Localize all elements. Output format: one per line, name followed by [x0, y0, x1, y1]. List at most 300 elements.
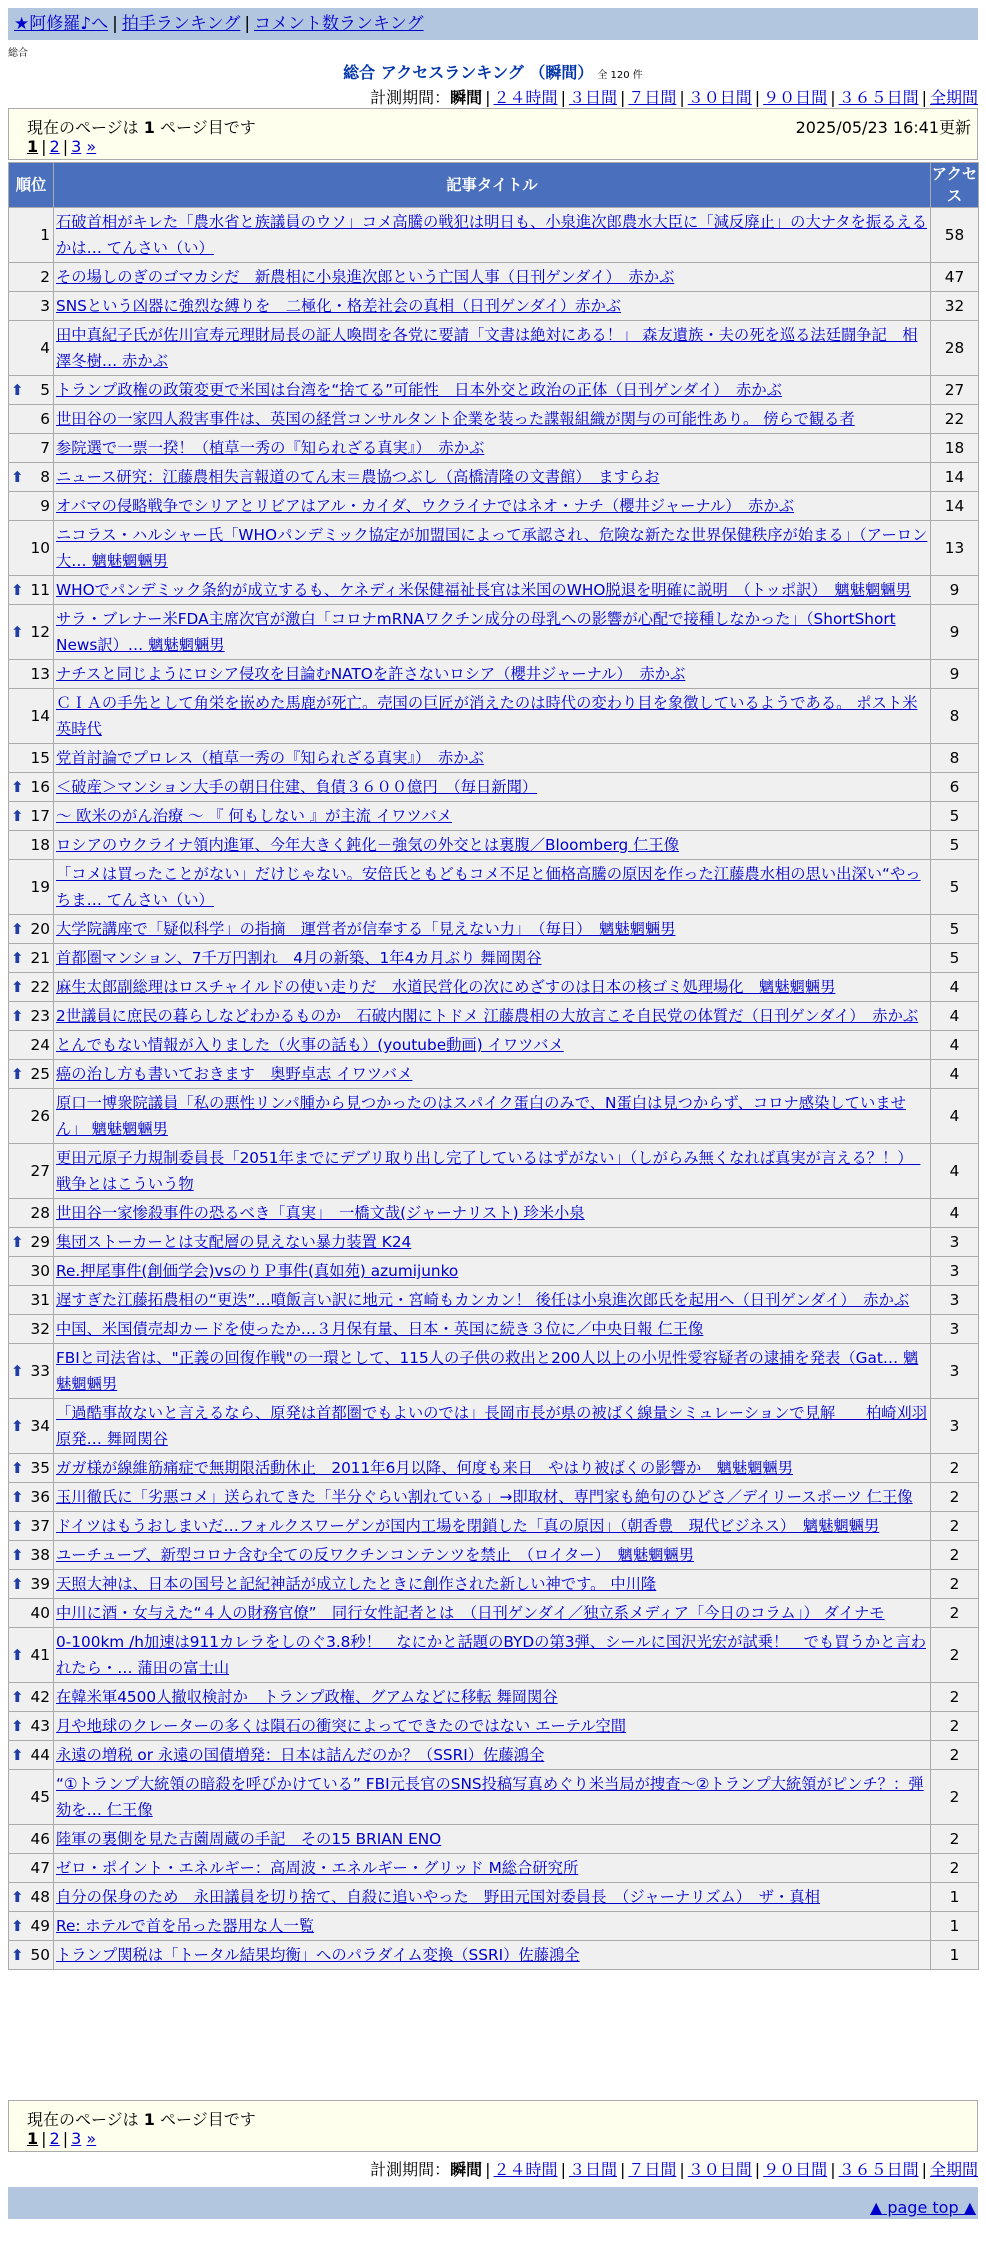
page-link[interactable]: 3 — [71, 137, 82, 156]
rank-number: 22 — [30, 978, 50, 996]
table-row — [9, 1483, 979, 1512]
nav-link-clap-ranking[interactable]: 拍手ランキング — [121, 14, 241, 34]
article-title-link[interactable]: ガガ様が線維筋痛症で無期限活動休止 2011年6月以降、何度も来日 やはり被ばくの影響か 魑魅魍魎男 — [56, 1459, 794, 1477]
access-count: 8 — [931, 689, 979, 744]
separator: | — [485, 2160, 491, 2179]
rank-up-arrow-icon: ⬆ — [11, 1888, 24, 1906]
access-count: 1 — [931, 1883, 979, 1912]
rank-number: 34 — [30, 1417, 50, 1435]
access-count: 2 — [931, 1541, 979, 1570]
access-count: 14 — [931, 492, 979, 521]
rank-number: 11 — [30, 581, 50, 599]
rank-number: 15 — [30, 749, 50, 767]
table-row — [9, 1144, 979, 1199]
title-cell — [54, 492, 931, 521]
separator: | — [830, 2160, 836, 2179]
article-title-link[interactable]: ＜破産＞マンション大手の朝日住建、負債３６００億円 （毎日新聞） — [56, 778, 538, 796]
title-cell — [54, 1912, 931, 1941]
title-cell — [54, 1483, 931, 1512]
top-nav-bar: ★阿修羅♪へ | 拍手ランキング | コメント数ランキング — [8, 8, 978, 40]
title-cell — [54, 321, 931, 376]
table-row — [9, 744, 979, 773]
current-page-text — [27, 2107, 256, 2130]
article-title-link[interactable]: 世田谷一家惨殺事件の恐るべき「真実」 一橋文哉(ジャーナリスト) 珍米小泉 — [56, 1204, 585, 1222]
separator: | — [560, 88, 566, 107]
table-row — [9, 263, 979, 292]
article-title-link[interactable]: 党首討論でプロレス（植草一秀の『知られざる真実』） 赤かぶ — [56, 749, 484, 767]
title-cell — [54, 208, 931, 263]
title-cell — [54, 1770, 931, 1825]
rank-cell — [9, 1031, 54, 1060]
table-row — [9, 1712, 979, 1741]
period-option-link[interactable]: ３６５日間 — [838, 2160, 919, 2179]
separator: | — [41, 2129, 47, 2148]
rank-cell — [9, 1825, 54, 1854]
table-row — [9, 1941, 979, 1970]
next-page-link[interactable]: » — [86, 2129, 97, 2148]
rank-up-arrow-icon: ⬆ — [11, 1362, 24, 1380]
rank-number: 45 — [30, 1788, 50, 1806]
title-cell — [54, 1060, 931, 1089]
table-row — [9, 1089, 979, 1144]
period-option-link[interactable]: ３日間 — [568, 88, 617, 107]
rank-up-arrow-icon: ⬆ — [11, 1946, 24, 1964]
rank-number: 35 — [30, 1459, 50, 1477]
period-option-link[interactable]: ３６５日間 — [838, 88, 919, 107]
rank-cell — [9, 263, 54, 292]
title-cell — [54, 1941, 931, 1970]
article-title-link[interactable]: 中川に酒・女与えた“４人の財務官僚” 同行女性記者とは （日刊ゲンダイ／独立系メディア「今日のコラム」） ダイナモ — [56, 1604, 885, 1622]
access-count: 4 — [931, 1199, 979, 1228]
rank-up-arrow-icon: ⬆ — [11, 468, 24, 486]
title-cell — [54, 860, 931, 915]
period-option-link[interactable]: ７日間 — [628, 2160, 677, 2179]
separator: | — [619, 2160, 626, 2179]
table-row — [9, 1199, 979, 1228]
rank-number: 29 — [30, 1233, 50, 1251]
table-row — [9, 1683, 979, 1712]
rank-up-arrow-icon: ⬆ — [11, 1688, 24, 1706]
table-row — [9, 1286, 979, 1315]
rank-number: 18 — [30, 836, 50, 854]
ranking-table — [8, 162, 979, 1970]
access-count: 4 — [931, 1060, 979, 1089]
article-title-link[interactable]: 遅すぎた江藤拓農相の“更迭”…噴飯言い訳に地元・宮崎もカンカン！ 後任は小泉進次郎氏を起用へ（日刊ゲンダイ） 赤かぶ — [56, 1291, 910, 1309]
rank-cell — [9, 1854, 54, 1883]
title-cell — [54, 973, 931, 1002]
rank-cell — [9, 1570, 54, 1599]
period-option-link[interactable]: 全期間 — [929, 2160, 978, 2179]
table-row — [9, 773, 979, 802]
title-cell — [54, 1628, 931, 1683]
access-count: 2 — [931, 1483, 979, 1512]
title-cell — [54, 1002, 931, 1031]
access-count: 22 — [931, 405, 979, 434]
title-cell — [54, 1599, 931, 1628]
table-row — [9, 1454, 979, 1483]
access-count: 9 — [931, 660, 979, 689]
period-option-current: 瞬間 — [450, 2160, 483, 2179]
rank-number: 43 — [30, 1717, 50, 1735]
nav-link-asyura[interactable]: ★阿修羅♪へ — [14, 14, 109, 34]
update-timestamp: 2025/05/23 16:41更新 — [795, 118, 971, 137]
rank-cell — [9, 1941, 54, 1970]
article-title-link[interactable]: ロシアのウクライナ領内進軍、今年大きく鈍化－強気の外交とは裏腹／Bloomberg 仁王像 — [56, 836, 680, 854]
current-page-prefix: 現在のページは — [27, 118, 139, 137]
title-cell — [54, 831, 931, 860]
rank-cell — [9, 605, 54, 660]
rank-number: 19 — [30, 878, 50, 896]
title-cell — [54, 434, 931, 463]
table-row — [9, 915, 979, 944]
rank-number: 44 — [30, 1746, 50, 1764]
access-count: 2 — [931, 1825, 979, 1854]
article-title-link[interactable]: ユーチューブ、新型コロナ含む全ての反ワクチンコンテンツを禁止 （ロイター） 魑魅魍魎男 — [56, 1546, 695, 1564]
separator: | — [41, 137, 47, 156]
rank-cell — [9, 376, 54, 405]
rank-cell — [9, 1512, 54, 1541]
title-cell — [54, 1712, 931, 1741]
article-title-link[interactable]: 在韓米軍4500人撤収検討か トランプ政権、グアムなどに移転 舞岡関谷 — [56, 1688, 558, 1706]
period-option-link[interactable]: ９０日間 — [763, 88, 828, 107]
article-title-link[interactable]: 永遠の増税 or 永遠の国債増発：日本は詰んだのか？（SSRI）佐藤鴻全 — [56, 1746, 545, 1764]
access-count: 5 — [931, 860, 979, 915]
rank-cell — [9, 944, 54, 973]
article-title-link[interactable]: 原口一博衆院議員「私の悪性リンパ腫から見つかったのはスパイク蛋白のみで、N蛋白は見つからず、コロナ感染していません」 魑魅魍魎男 — [56, 1094, 906, 1138]
period-label: 計測期間： — [370, 88, 451, 107]
article-title-link[interactable]: 首都圏マンション、7千万円割れ 4月の新築、1年4カ月ぶり 舞岡関谷 — [56, 949, 542, 967]
header-rank: 順位 — [9, 163, 54, 208]
rank-number: 4 — [40, 339, 50, 357]
table-row — [9, 492, 979, 521]
table-row — [9, 1344, 979, 1399]
bottom-bar — [8, 2187, 978, 2219]
title-cell — [54, 1683, 931, 1712]
rank-number: 28 — [30, 1204, 50, 1222]
rank-number: 50 — [30, 1946, 50, 1964]
access-count: 14 — [931, 463, 979, 492]
title-cell — [54, 1144, 931, 1199]
rank-up-arrow-icon: ⬆ — [11, 1546, 24, 1564]
rank-cell — [9, 660, 54, 689]
article-title-link[interactable]: その場しのぎのゴマカシだ 新農相に小泉進次郎という亡国人事（日刊ゲンダイ） 赤かぶ — [56, 268, 675, 286]
access-count: 18 — [931, 434, 979, 463]
rank-up-arrow-icon: ⬆ — [11, 381, 24, 399]
separator: | — [754, 2160, 761, 2179]
rank-number: 41 — [30, 1646, 50, 1664]
rank-number: 39 — [30, 1575, 50, 1593]
rank-up-arrow-icon: ⬆ — [11, 1417, 24, 1435]
article-title-link[interactable]: Re: ホテルで首を吊った器用な人一覧 — [56, 1917, 315, 1935]
access-count: 3 — [931, 1344, 979, 1399]
access-count: 2 — [931, 1570, 979, 1599]
separator: | — [921, 88, 927, 107]
total-count: 全 120 件 — [597, 70, 643, 81]
period-option-link[interactable]: ３０日間 — [687, 2160, 752, 2179]
article-title-link[interactable]: 集団ストーカーとは支配層の見えない暴力装置 K24 — [56, 1233, 412, 1251]
rank-number: 49 — [30, 1917, 50, 1935]
article-title-link[interactable]: ニュース研究：江藤農相失言報道のてん末＝農協つぶし（高橋清隆の文書館） ますらお — [56, 468, 660, 486]
page-top-link[interactable]: ▲ page top ▲ — [869, 2198, 976, 2217]
article-title-link[interactable]: ～ 欧米のがん治療 ～ 『 何もしない 』が主流 イワツバメ — [56, 807, 452, 825]
separator: | — [62, 137, 69, 156]
article-title-link[interactable]: ドイツはもうおしまいだ…フォルクスワーゲンが国内工場を閉鎖した「真の原因」（朝香豊 現代ビジネス） 魑魅魍魎男 — [56, 1517, 880, 1535]
article-title-link[interactable]: WHOでパンデミック条約が成立するも、ケネディ米保健福祉長官は米国のWHO脱退を明確に説明 （トッポ訳） 魑魅魍魎男 — [56, 581, 911, 599]
period-option-link[interactable]: ３日間 — [568, 2160, 617, 2179]
rank-cell — [9, 915, 54, 944]
title-cell — [54, 1883, 931, 1912]
rank-cell — [9, 1883, 54, 1912]
table-row — [9, 689, 979, 744]
ranking-rows — [9, 208, 979, 1970]
rank-number: 13 — [30, 665, 50, 683]
table-row — [9, 321, 979, 376]
rank-cell — [9, 689, 54, 744]
table-row — [9, 463, 979, 492]
rank-number: 47 — [30, 1859, 50, 1877]
rank-cell — [9, 1399, 54, 1454]
rank-number: 12 — [30, 623, 50, 641]
rank-number: 46 — [30, 1830, 50, 1848]
rank-cell — [9, 1286, 54, 1315]
title-cell — [54, 1570, 931, 1599]
access-count: 27 — [931, 376, 979, 405]
access-count: 32 — [931, 292, 979, 321]
rank-cell — [9, 434, 54, 463]
rank-cell — [9, 1144, 54, 1199]
rank-up-arrow-icon: ⬆ — [11, 1065, 24, 1083]
title-cell — [54, 1854, 931, 1883]
rank-up-arrow-icon: ⬆ — [11, 1575, 24, 1593]
table-row — [9, 831, 979, 860]
article-title-link[interactable]: 更田元原子力規制委員長「2051年までにデブリ取り出し完了しているはずがない」（しがらみ無くなれば真実が言える？！） 戦争とはこういう物 — [56, 1149, 921, 1193]
table-row — [9, 1512, 979, 1541]
header-access: アクセス — [931, 163, 979, 208]
table-row — [9, 1541, 979, 1570]
rank-number: 32 — [30, 1320, 50, 1338]
article-title-link[interactable]: SNSという凶器に強烈な縛りを 二極化・格差社会の真相（日刊ゲンダイ）赤かぶ — [56, 297, 622, 315]
title-cell — [54, 576, 931, 605]
article-title-link[interactable]: 「過酷事故ないと言えるなら、原発は首都圏でもよいのでは」長岡市長が県の被ばく線量シミュレーションで見解 柏崎刈羽原発… 舞岡関谷 — [56, 1404, 928, 1448]
rank-number: 7 — [40, 439, 50, 457]
rank-number: 9 — [40, 497, 50, 515]
rank-number: 10 — [30, 539, 50, 557]
article-title-link[interactable]: Re.押尾事件(創価学会)vsのりＰ事件(真如苑) azumijunko — [56, 1262, 459, 1280]
article-title-link[interactable]: 天照大神は、日本の国号と記紀神話が成立したときに創作された新しい神です。 中川隆 — [56, 1575, 657, 1593]
title-cell — [54, 1741, 931, 1770]
separator: | — [560, 2160, 566, 2179]
table-row — [9, 1741, 979, 1770]
rank-cell — [9, 1541, 54, 1570]
table-row — [9, 1599, 979, 1628]
rank-number: 21 — [30, 949, 50, 967]
article-title-link[interactable]: 石破首相がキレた「農水省と族議員のウソ」コメ高騰の戦犯は明日も、小泉進次郎農水大臣に「減反廃止」の大ナタを振るえるかは… てんさい（い） — [56, 213, 928, 257]
page-link-current: 1 — [27, 2129, 39, 2148]
table-row — [9, 973, 979, 1002]
rank-up-arrow-icon: ⬆ — [11, 949, 24, 967]
rank-cell — [9, 1912, 54, 1941]
rank-up-arrow-icon: ⬆ — [11, 1459, 24, 1477]
period-option-link[interactable]: ７日間 — [628, 88, 677, 107]
rank-cell — [9, 1483, 54, 1512]
current-page-suffix: ページ目です — [160, 118, 256, 137]
access-count: 28 — [931, 321, 979, 376]
rank-cell — [9, 744, 54, 773]
article-title-link[interactable]: トランプ政権の政策変更で米国は台湾を“捨てる”可能性 日本外交と政治の正体（日刊ゲンダイ） 赤かぶ — [56, 381, 782, 399]
article-title-link[interactable]: 自分の保身のため 永田議員を切り捨て、自殺に追いやった 野田元国対委員長 （ジャーナリズム） ザ・真相 — [56, 1888, 820, 1906]
access-count: 5 — [931, 944, 979, 973]
table-row — [9, 1854, 979, 1883]
title-cell — [54, 689, 931, 744]
rank-up-arrow-icon: ⬆ — [11, 1488, 24, 1506]
table-row — [9, 802, 979, 831]
period-option-current: 瞬間 — [450, 88, 483, 107]
access-count: 5 — [931, 915, 979, 944]
rank-cell — [9, 292, 54, 321]
article-title-link[interactable]: 癌の治し方も書いておきます 奥野卓志 イワツバメ — [56, 1065, 413, 1083]
article-title-link[interactable]: 参院選で一票一揆！（植草一秀の『知られざる真実』） 赤かぶ — [56, 439, 485, 457]
period-option-link[interactable]: ２４時間 — [493, 2160, 558, 2179]
article-title-link[interactable]: トランプ関税は「トータル結果均衡」へのパラダイム変換（SSRI）佐藤鴻全 — [56, 1946, 580, 1964]
access-count: 6 — [931, 773, 979, 802]
page-link[interactable]: 2 — [49, 2129, 60, 2148]
period-option-link[interactable]: 全期間 — [929, 88, 978, 107]
table-row — [9, 576, 979, 605]
rank-number: 8 — [40, 468, 50, 486]
article-title-link[interactable]: 2世議員に庶民の暮らしなどわかるものか 石破内閣にトドメ 江藤農相の大放言こそ自民党の体質だ（日刊ゲンダイ） 赤かぶ — [56, 1007, 919, 1025]
rank-up-arrow-icon: ⬆ — [11, 1007, 24, 1025]
page-links — [27, 2129, 96, 2148]
article-title-link[interactable]: 田中真紀子氏が佐川宣寿元理財局長の証人喚問を各党に要請「文書は絶対にある！」 森友遺族・夫の死を巡る法廷闘争記 相澤冬樹… 赤かぶ — [56, 326, 918, 370]
title-cell — [54, 1089, 931, 1144]
access-count: 9 — [931, 576, 979, 605]
rank-up-arrow-icon: ⬆ — [11, 1517, 24, 1535]
title-cell — [54, 1257, 931, 1286]
article-title-link[interactable]: 月や地球のクレーターの多くは隕石の衝突によってできたのではない エーテル空間 — [56, 1717, 627, 1735]
article-title-link[interactable]: ニコラス・ハルシャー氏「WHOパンデミック協定が加盟国によって承認され、危険な新たな世界保健秩序が始まる」（アーロン大… 魑魅魍魎男 — [56, 526, 928, 570]
access-count: 4 — [931, 1144, 979, 1199]
article-title-link[interactable]: 麻生太郎副総理はロスチャイルドの使い走りだ 水道民営化の次にめざすのは日本の核ゴミ処理場化 魑魅魍魎男 — [56, 978, 836, 996]
period-option-link[interactable]: ９０日間 — [763, 2160, 828, 2179]
rank-number: 48 — [30, 1888, 50, 1906]
table-row — [9, 208, 979, 263]
rank-number: 25 — [30, 1065, 50, 1083]
title-cell — [54, 773, 931, 802]
access-count: 2 — [931, 1770, 979, 1825]
table-row — [9, 1060, 979, 1089]
article-title-link[interactable]: 玉川徹氏に「劣悪コメ」送られてきた「半分ぐらい割れている」→即取材、専門家も絶句のひどさ／デイリースポーツ 仁王像 — [56, 1488, 913, 1506]
separator: | — [619, 88, 626, 107]
access-count: 58 — [931, 208, 979, 263]
title-cell — [54, 376, 931, 405]
article-title-link[interactable]: サラ・ブレナー米FDA主席次官が激白「コロナmRNAワクチン成分の母乳への影響が心配で接種しなかった」（ShortShort News訳）… 魑魅魍魎男 — [56, 610, 896, 654]
access-count: 5 — [931, 831, 979, 860]
access-count: 5 — [931, 802, 979, 831]
rank-cell — [9, 463, 54, 492]
access-count: 8 — [931, 744, 979, 773]
rank-number: 33 — [30, 1362, 50, 1380]
separator: | — [679, 2160, 685, 2179]
rank-number: 30 — [30, 1262, 50, 1280]
separator: | — [679, 88, 685, 107]
period-option-link[interactable]: ２４時間 — [493, 88, 558, 107]
rank-number: 1 — [40, 226, 50, 244]
page-link-current: 1 — [27, 137, 39, 156]
rank-cell — [9, 1089, 54, 1144]
article-title-link[interactable]: ナチスと同じようにロシア侵攻を目論むNATOを許さないロシア（櫻井ジャーナル） 赤かぶ — [56, 665, 686, 683]
rank-up-arrow-icon: ⬆ — [11, 920, 24, 938]
next-page-link[interactable]: » — [86, 137, 97, 156]
access-count: 1 — [931, 1941, 979, 1970]
access-count: 9 — [931, 605, 979, 660]
page-title-text: 総合 アクセスランキング （瞬間） — [343, 63, 594, 82]
rank-cell — [9, 1228, 54, 1257]
period-option-link[interactable]: ３０日間 — [687, 88, 752, 107]
header-title: 記事タイトル — [54, 163, 931, 208]
rank-up-arrow-icon: ⬆ — [11, 1917, 24, 1935]
access-count: 3 — [931, 1257, 979, 1286]
access-count: 3 — [931, 1228, 979, 1257]
article-title-link[interactable]: ＣＩＡの手先として角栄を嵌めた馬鹿が死亡。売国の巨匠が消えたのは時代の変わり目を象徴しているようである。 ポスト米英時代 — [56, 694, 918, 738]
rank-number: 27 — [30, 1162, 50, 1180]
article-title-link[interactable]: オバマの侵略戦争でシリアとリビアはアル・カイダ、ウクライナではネオ・ナチ（櫻井ジャーナル） 赤かぶ — [56, 497, 795, 515]
title-cell — [54, 292, 931, 321]
title-cell — [54, 605, 931, 660]
title-cell — [54, 944, 931, 973]
rank-cell — [9, 1344, 54, 1399]
rank-cell — [9, 802, 54, 831]
table-row — [9, 1883, 979, 1912]
article-title-link[interactable]: 「コメは買ったことがない」だけじゃない。安倍氏ともどもコメ不足と価格高騰の原因を作った江藤農水相の思い出深い“やっちま… てんさい（い） — [56, 865, 921, 909]
access-count: 1 — [931, 1912, 979, 1941]
article-title-link[interactable]: ゼロ・ポイント・エネルギー：高周波・エネルギー・グリッド M総合研究所 — [56, 1859, 579, 1877]
rank-number: 16 — [30, 778, 50, 796]
title-cell — [54, 1512, 931, 1541]
table-row — [9, 944, 979, 973]
pager-top — [8, 108, 978, 160]
current-page-number: 1 — [143, 2110, 155, 2129]
table-row — [9, 605, 979, 660]
article-title-link[interactable]: 陸軍の裏側を見た吉薗周蔵の手記 その15 BRIAN ENO — [56, 1830, 442, 1848]
article-title-link[interactable]: FBIと司法省は、"正義の回復作戦"の一環として、115人の子供の救出と200人以上の小児性愛容疑者の逮捕を発表（Gat… 魑魅魍魎男 — [56, 1349, 919, 1393]
nav-link-comment-ranking[interactable]: コメント数ランキング — [254, 14, 424, 34]
article-title-link[interactable]: 0-100km /h加速は911カレラをしのぐ3.8秒！ なにかと話題のBYDの第3弾、シールに国沢光宏が試乗！ でも買うかと言われたら・… 蒲田の富士山 — [56, 1633, 927, 1677]
rank-up-arrow-icon: ⬆ — [11, 623, 24, 641]
rank-number: 26 — [30, 1107, 50, 1125]
rank-cell — [9, 1454, 54, 1483]
article-title-link[interactable]: “①トランプ大統領の暗殺を呼びかけている” FBI元長官のSNS投稿写真めぐり米当局が捜査～②トランプ大統領がピンチ？：弾劾を… 仁王像 — [56, 1775, 924, 1819]
article-title-link[interactable]: 大学院講座で「疑似科学」の指摘 運営者が信奉する「見えない力」 （毎日） 魑魅魍魎男 — [56, 920, 676, 938]
access-count: 4 — [931, 973, 979, 1002]
table-row — [9, 1031, 979, 1060]
period-nav-bottom — [370, 2157, 978, 2180]
article-title-link[interactable]: 中国、米国債売却カードを使ったか…３月保有量、日本・英国に続き３位に／中央日報 仁王像 — [56, 1320, 704, 1338]
page-link[interactable]: 3 — [71, 2129, 82, 2148]
access-count: 2 — [931, 1628, 979, 1683]
table-row — [9, 1570, 979, 1599]
article-title-link[interactable]: とんでもない情報が入りました（火事の話も）(youtube動画) イワツバメ — [56, 1036, 564, 1054]
rank-number: 36 — [30, 1488, 50, 1506]
title-cell — [54, 263, 931, 292]
rank-cell — [9, 321, 54, 376]
table-row — [9, 376, 979, 405]
rank-number: 40 — [30, 1604, 50, 1622]
page-link[interactable]: 2 — [49, 137, 60, 156]
article-title-link[interactable]: 世田谷の一家四人殺害事件は、英国の経営コンサルタント企業を装った諜報組織が関与の可能性あり。 傍らで観る者 — [56, 410, 855, 428]
current-page-suffix: ページ目です — [160, 2110, 256, 2129]
table-row — [9, 660, 979, 689]
rank-cell — [9, 1002, 54, 1031]
